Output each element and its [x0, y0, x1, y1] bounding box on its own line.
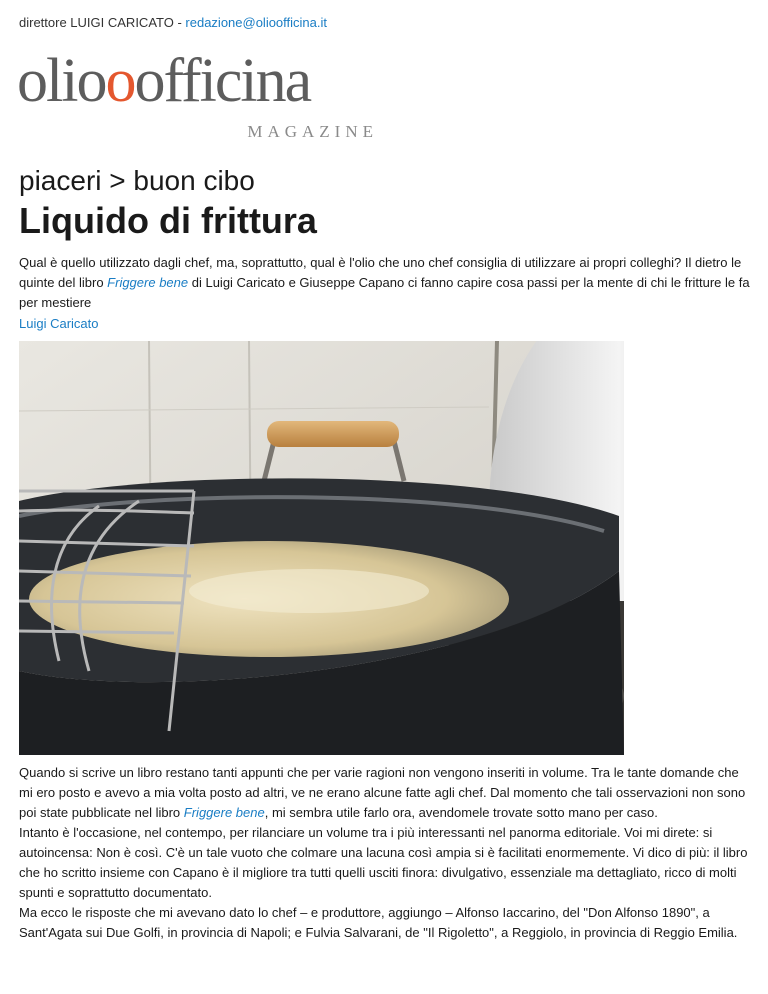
email-link[interactable]: redazione@olioofficina.it	[185, 15, 328, 30]
paragraph-1: Quando si scrive un libro restano tanti appunti che per varie ragioni non vengono inseriti in volume. Tra le tante domande che mi ero posto e avevo a mia volta posto ad altri, ve ne erano alcune fatte agli chef. Dal momento che tali osservazioni non sono poi state pubblicate nel libro Friggere bene, mi sembra utile farlo ora, avendomele trovate sotto mano per caso.	[19, 765, 746, 820]
director-line	[19, 15, 327, 30]
paragraph-3: Ma ecco le risposte che mi avevano dato lo chef – e produttore, aggiungo – Alfonso Iaccarino, del "Don Alfonso 1890", a Sant'Agata sui Due Golfi, in provincia di Napoli; e Fulvia Salvarani, de "Il Rigoletto", a Reggiolo, in provincia di Reggio Emilia.	[19, 905, 738, 940]
article-title: Liquido di frittura	[19, 200, 317, 241]
article-lead: Qual è quello utilizzato dagli chef, ma, soprattutto, qual è l'olio che uno chef consiglia di utilizzare ai propri colleghi? Il dietro le quinte del libro Friggere bene di Luigi Caricato e Giuseppe Capano ci fanno capire cosa passi per la mente di chi le fritture le fa per mestiere	[19, 255, 750, 310]
frying-pan-image	[19, 341, 624, 755]
site-logo[interactable]	[17, 47, 382, 150]
paragraph-2: Intanto è l'occasione, nel contempo, per rilanciare un volume tra i più interessanti nel panorma editoriale. Voi mi direte: si autoincensa: Non è così. C'è un tale vuoto che colmare una lacuna così ampia si è facilitati enormemente. Vi dico di più: il libro che ho scritto insieme con Capano è il migliore tra tutti quelli usciti finora: divulgativo, essenziale ma dettagliato, ricco di molti spunti e soprattutto documentato.	[19, 825, 748, 900]
logo-subtitle: MAGAZINE	[247, 122, 378, 141]
book-link[interactable]: Friggere bene	[107, 275, 189, 290]
article-photo	[19, 341, 624, 755]
section-breadcrumb: piaceri > buon cibo	[19, 165, 255, 196]
logo-wordmark: oliooofficina	[17, 47, 311, 115]
book-link-2[interactable]: Friggere bene	[183, 805, 265, 820]
director-label: direttore LUIGI CARICATO -	[19, 15, 186, 30]
author-link[interactable]: Luigi Caricato	[19, 316, 99, 331]
